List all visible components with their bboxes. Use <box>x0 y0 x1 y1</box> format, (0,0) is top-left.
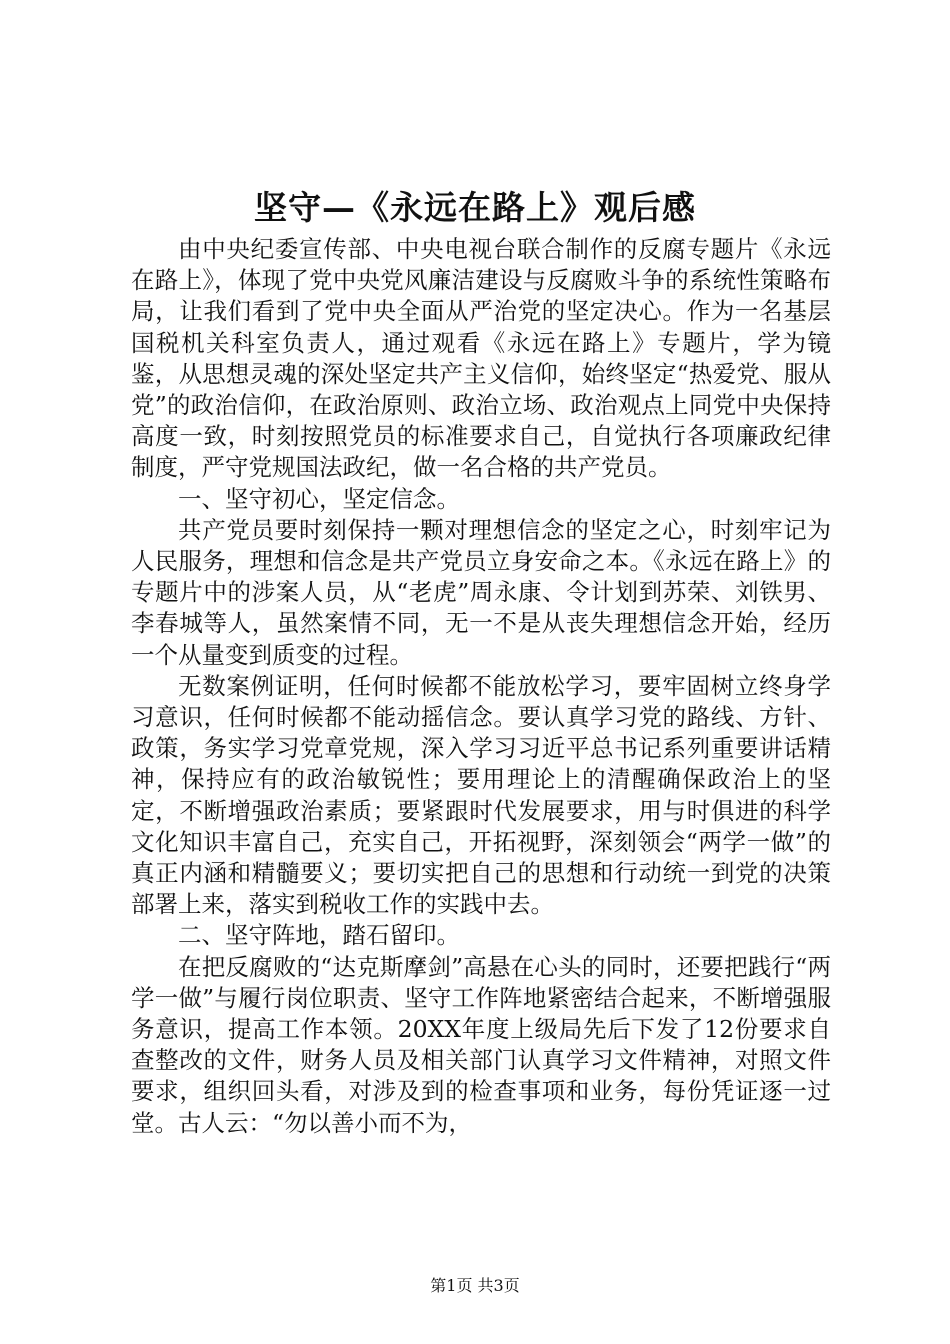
document-title: 坚守—《永远在路上》观后感 <box>254 188 696 227</box>
document-body <box>131 234 831 1139</box>
paragraph-section-1a: 共产党员要时刻保持一颗对理想信念的坚定之心，时刻牢记为人民服务，理想和信念是共产党员立身安命之本。《永远在路上》的专题片中的涉案人员，从“老虎”周永康、令计划到苏荣、刘铁男、李春城等人，虽然案情不同，无一不是从丧失理想信念开始，经历一个从量变到质变的过程。 <box>131 515 831 669</box>
section-heading-2: 二、坚守阵地，踏石留印。 <box>178 921 460 950</box>
paragraph-intro: 由中央纪委宣传部、中央电视台联合制作的反腐专题片《永远在路上》，体现了党中央党风廉洁建设与反腐败斗争的系统性策略布局，让我们看到了党中央全面从严治党的坚定决心。作为一名基层国税机关科室负责人，通过观看《永远在路上》专题片，学为镜鉴，从思想灵魂的深处坚定共产主义信仰，始终坚定“热爱党、服从党”的政治信仰，在政治原则、政治立场、政治观点上同党中央保持高度一致，时刻按照党员的标准要求自己，自觉执行各项廉政纪律制度，严守党规国法政纪，做一名合格的共产党员。 <box>131 235 831 482</box>
paragraph-section-1b: 无数案例证明，任何时候都不能放松学习，要牢固树立终身学习意识，任何时候都不能动摇信念。要认真学习党的路线、方针、政策，务实学习党章党规，深入学习习近平总书记系列重要讲话精神，保持应有的政治敏锐性；要用理论上的清醒确保政治上的坚定，不断增强政治素质；要紧跟时代发展要求，用与时俱进的科学文化知识丰富自己，充实自己，开拓视野，深刻领会“两学一做”的真正内涵和精髓要义；要切实把自己的思想和行动统一到党的决策部署上来，落实到税收工作的实践中去。 <box>131 671 831 919</box>
page-footer: 第1页 共3页 <box>430 1276 520 1295</box>
paragraph-section-2a: 在把反腐败的“达克斯摩剑”高悬在心头的同时，还要把践行“两学一做”与履行岗位职责、坚守工作阵地紧密结合起来，不断增强服务意识，提高工作本领。20XX年度上级局先后下发了12份要求自查整改的文件，财务人员及相关部门认真学习文件精神，对照文件要求，组织回头看，对涉及到的检查事项和业务，每份凭证逐一过堂。古人云：“勿以善小而不为， <box>131 952 831 1137</box>
section-heading-1: 一、坚守初心，坚定信念。 <box>178 484 460 513</box>
